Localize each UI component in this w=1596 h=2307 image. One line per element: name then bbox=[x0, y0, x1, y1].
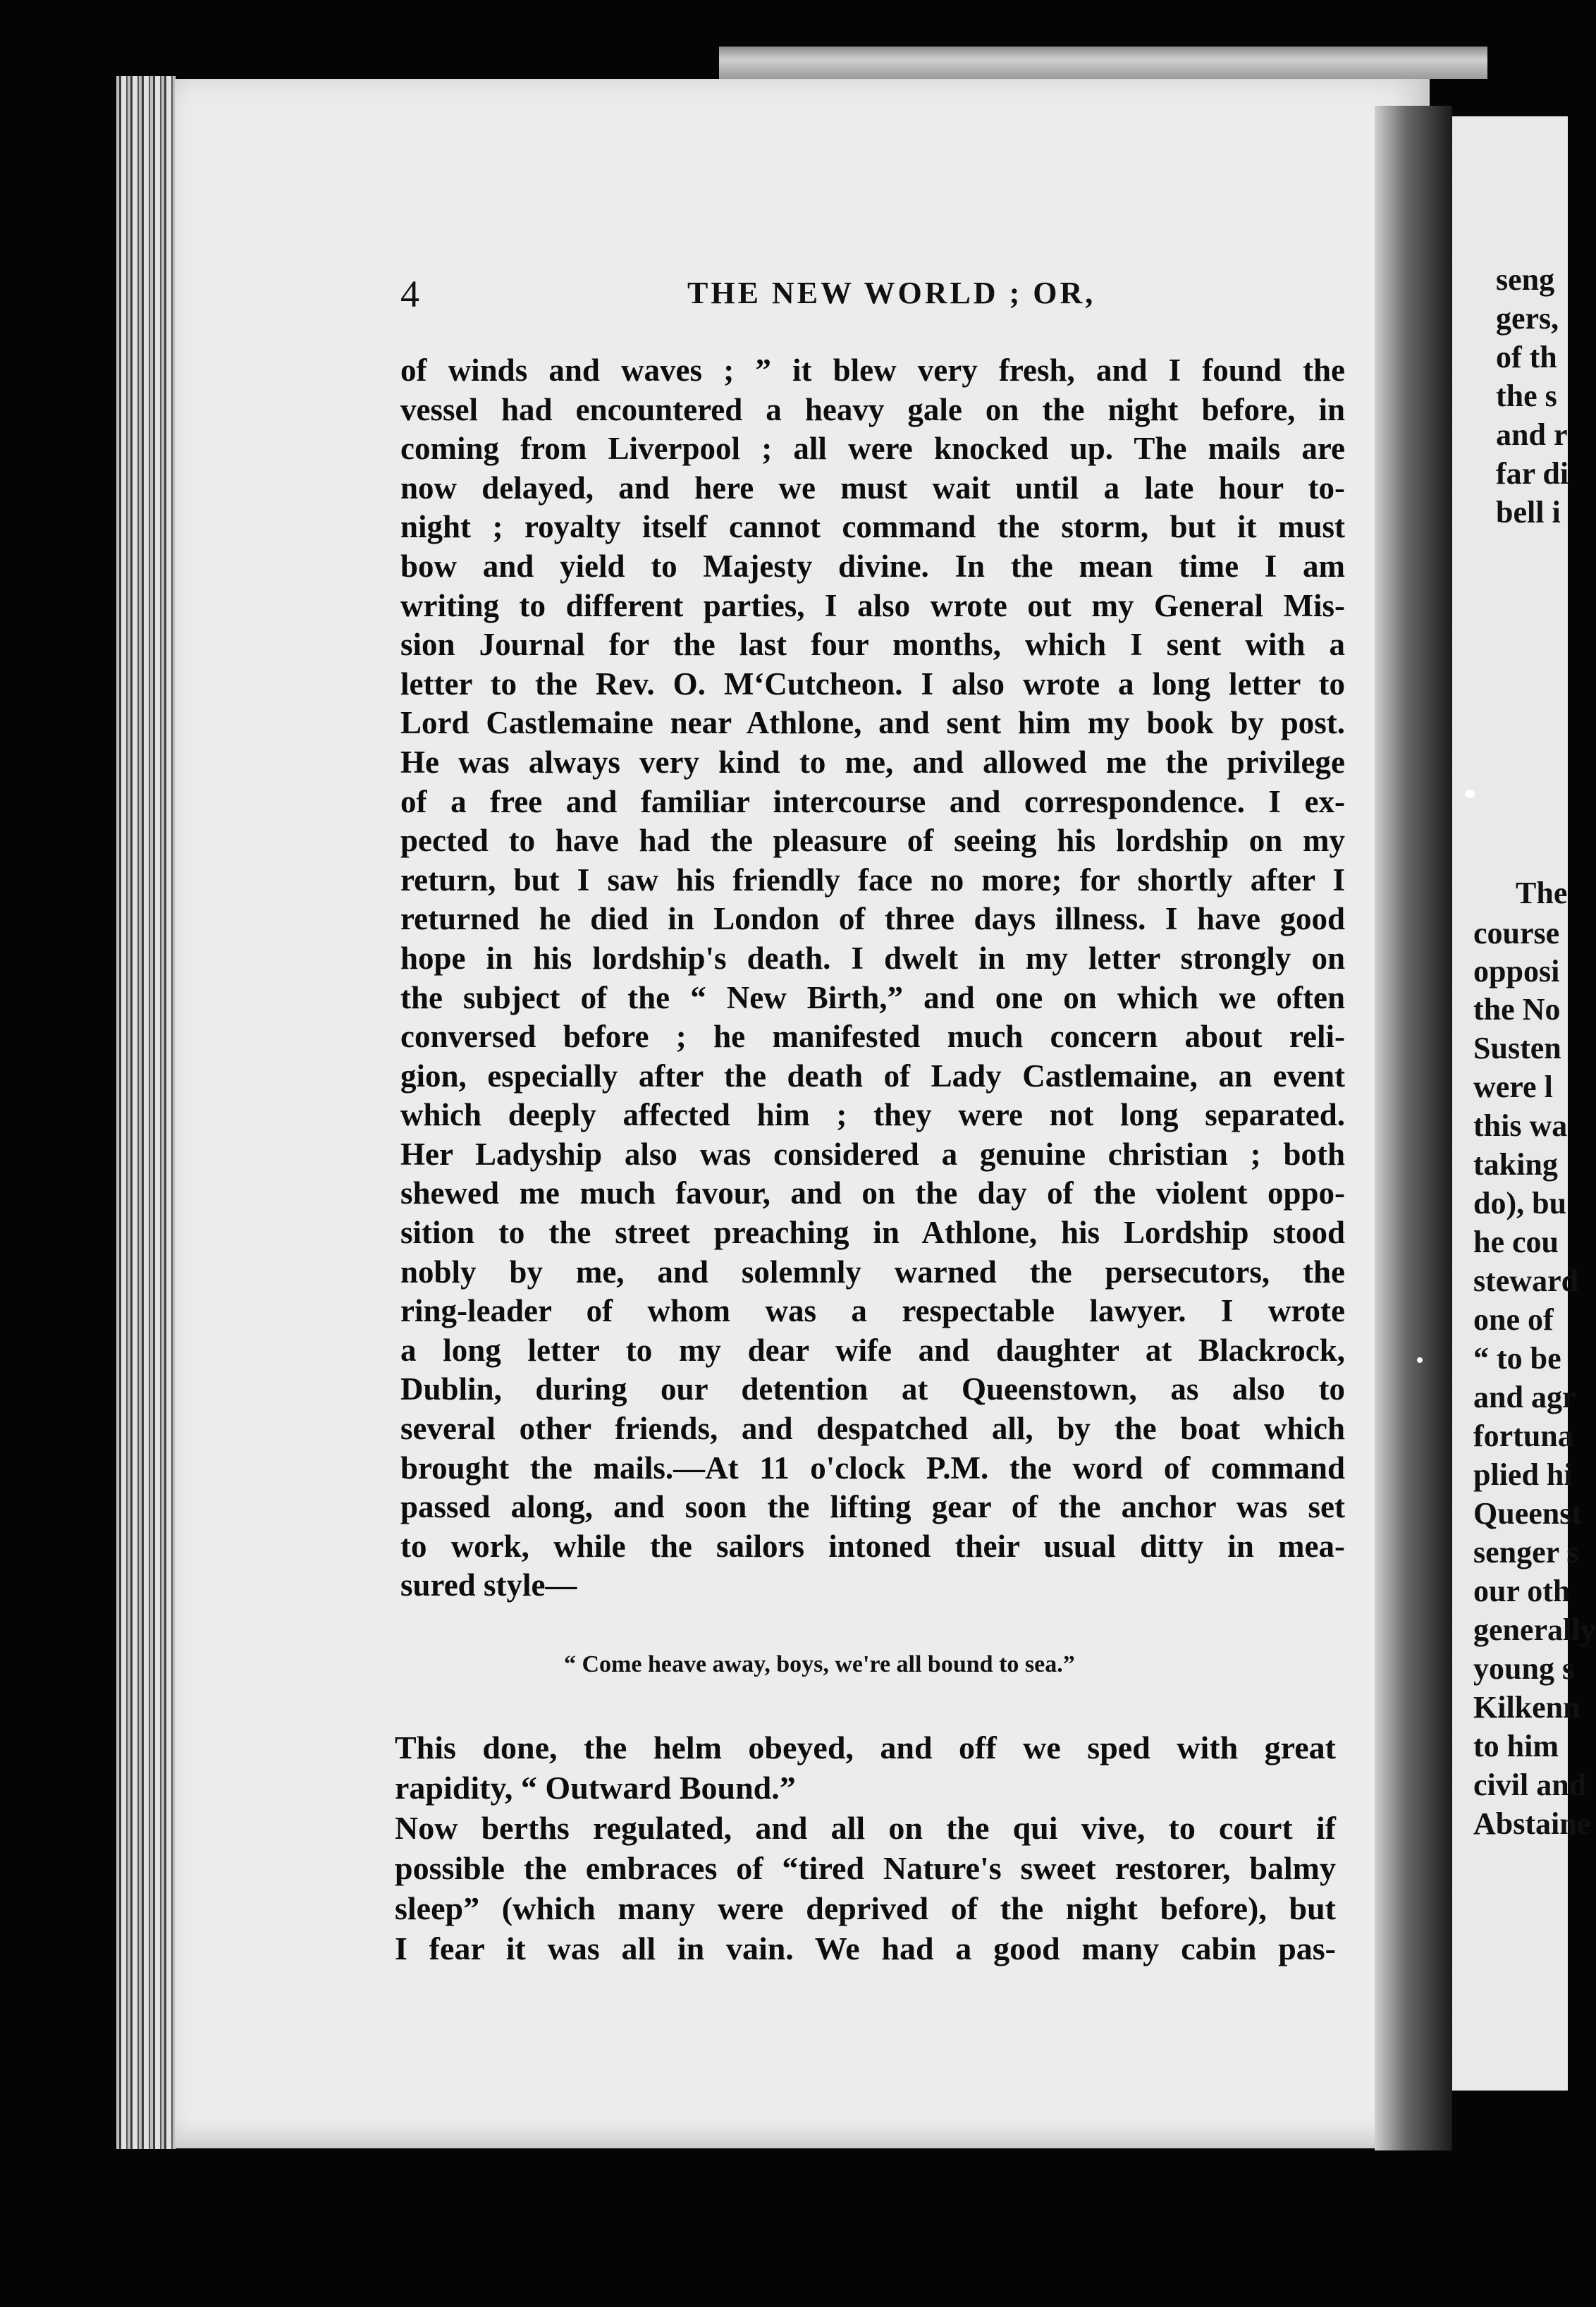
next-page-line: senger s bbox=[1473, 1535, 1579, 1569]
text-line: to work, while the sailors intoned their usual ditty in mea- bbox=[400, 1528, 1345, 1564]
text-line: of winds and waves ; ” it blew very fresh, and I found the bbox=[400, 353, 1345, 388]
page-edges bbox=[116, 76, 176, 2149]
next-page-line: gers, bbox=[1496, 301, 1559, 336]
text-line: rapidity, “ Outward Bound.” bbox=[395, 1770, 796, 1806]
next-page-line: our oth bbox=[1473, 1574, 1571, 1608]
next-page-line: and r bbox=[1496, 417, 1568, 452]
next-page-line: the No bbox=[1473, 992, 1561, 1027]
text-line: passed along, and soon the lifting gear of the anchor was set bbox=[400, 1489, 1345, 1525]
next-page-line: to him bbox=[1473, 1729, 1559, 1763]
text-line: gion, especially after the death of Lady Castlemaine, an event bbox=[400, 1058, 1345, 1094]
next-page-line: course bbox=[1473, 916, 1560, 950]
text-line: brought the mails.—At 11 o'clock P.M. the word of command bbox=[400, 1450, 1345, 1486]
next-page-line: Kilkenn bbox=[1473, 1690, 1580, 1725]
next-page-line: taking bbox=[1473, 1147, 1558, 1182]
body-text-continued bbox=[395, 1727, 1336, 1969]
text-line: I fear it was all in vain. We had a good many cabin pas- bbox=[395, 1930, 1336, 1966]
text-line: sleep” (which many were deprived of the night before), but bbox=[395, 1890, 1336, 1926]
text-line: hope in his lordship's death. I dwelt in my letter strongly on bbox=[400, 940, 1345, 976]
text-line: returned he died in London of three days illness. I have good bbox=[400, 901, 1345, 937]
next-page-line: Susten bbox=[1473, 1031, 1561, 1065]
next-page-line: seng bbox=[1496, 262, 1555, 297]
next-page-line: Queenst bbox=[1473, 1496, 1582, 1531]
text-line: ring-leader of whom was a respectable lawyer. I wrote bbox=[400, 1293, 1345, 1329]
next-page-line: the s bbox=[1496, 379, 1557, 413]
text-line: vessel had encountered a heavy gale on the night before, in bbox=[400, 391, 1345, 427]
text-line: Now berths regulated, and all on the qui vive, to court if bbox=[395, 1810, 1336, 1846]
text-line: of a free and familiar intercourse and correspondence. I ex- bbox=[400, 783, 1345, 819]
text-line: shewed me much favour, and on the day of the violent oppo- bbox=[400, 1175, 1345, 1211]
next-page-fragment bbox=[1452, 116, 1596, 2091]
next-page-line: “ to be bbox=[1473, 1341, 1561, 1376]
running-title: THE NEW WORLD ; OR, bbox=[687, 276, 1096, 310]
text-line: several other friends, and despatched all, by the boat which bbox=[400, 1411, 1345, 1447]
next-page-line: fortuna bbox=[1473, 1419, 1573, 1453]
paper-speck bbox=[1417, 1357, 1423, 1363]
next-page-line: he cou bbox=[1473, 1225, 1559, 1259]
text-line: conversed before ; he manifested much concern about reli- bbox=[400, 1019, 1345, 1055]
text-line: Her Ladyship also was considered a genuine christian ; both bbox=[400, 1136, 1345, 1172]
scanner-edge bbox=[719, 47, 1487, 79]
book-gutter bbox=[1375, 106, 1452, 2150]
text-line: pected to have had the pleasure of seeing his lordship on my bbox=[400, 823, 1345, 859]
text-line: possible the embraces of “tired Nature's sweet restorer, balmy bbox=[395, 1850, 1336, 1886]
page-number: 4 bbox=[400, 273, 419, 315]
text-line: Dublin, during our detention at Queenstown, as also to bbox=[400, 1371, 1345, 1407]
text-line: sion Journal for the last four months, which I sent with a bbox=[400, 627, 1345, 663]
paper-speck bbox=[1465, 790, 1475, 798]
next-page-line: and agr bbox=[1473, 1380, 1576, 1414]
next-page-line: steward bbox=[1473, 1263, 1579, 1298]
quoted-song: “ Come heave away, boys, we're all bound to sea.” bbox=[564, 1651, 1075, 1677]
text-line: letter to the Rev. O. M‘Cutcheon. I also wrote a long letter to bbox=[400, 666, 1345, 702]
next-page-line: this wa bbox=[1473, 1108, 1568, 1143]
text-line: which deeply affected him ; they were not long separated. bbox=[400, 1097, 1345, 1133]
text-line: now delayed, and here we must wait until a late hour to- bbox=[400, 470, 1345, 506]
next-page-line: civil and bbox=[1473, 1768, 1587, 1802]
next-page-line: bell i bbox=[1496, 495, 1561, 530]
next-page-line: plied hi bbox=[1473, 1457, 1573, 1492]
text-line: night ; royalty itself cannot command the storm, but it must bbox=[400, 509, 1345, 545]
next-page-line: Abstaine bbox=[1473, 1806, 1591, 1841]
text-line: the subject of the “ New Birth,” and one on which we often bbox=[400, 979, 1345, 1015]
next-page-line: one of bbox=[1473, 1302, 1554, 1337]
text-line: Lord Castlemaine near Athlone, and sent him my book by post. bbox=[400, 705, 1345, 741]
next-page-line: do), bu bbox=[1473, 1186, 1567, 1220]
next-page-line: of th bbox=[1496, 340, 1557, 374]
text-line: return, but I saw his friendly face no more; for shortly after I bbox=[400, 862, 1345, 898]
text-line: sured style— bbox=[400, 1567, 577, 1603]
next-page-line: opposi bbox=[1473, 954, 1560, 989]
next-page-line: The bbox=[1516, 876, 1568, 910]
next-page-line: far di bbox=[1496, 456, 1569, 491]
next-page-line: were l bbox=[1473, 1070, 1553, 1104]
body-text bbox=[400, 351, 1345, 1605]
text-line: writing to different parties, I also wrote out my General Mis- bbox=[400, 587, 1345, 623]
text-line: nobly by me, and solemnly warned the persecutors, the bbox=[400, 1254, 1345, 1290]
text-line: a long letter to my dear wife and daughter at Blackrock, bbox=[400, 1332, 1345, 1368]
text-line: He was always very kind to me, and allowed me the privilege bbox=[400, 744, 1345, 780]
text-line: sition to the street preaching in Athlone, his Lordship stood bbox=[400, 1215, 1345, 1251]
next-page-line: generally bbox=[1473, 1613, 1596, 1647]
text-line: bow and yield to Majesty divine. In the mean time I am bbox=[400, 548, 1345, 584]
text-line: This done, the helm obeyed, and off we sped with great bbox=[395, 1730, 1336, 1766]
text-line: coming from Liverpool ; all were knocked up. The mails are bbox=[400, 431, 1345, 467]
next-page-line: young s bbox=[1473, 1651, 1575, 1686]
